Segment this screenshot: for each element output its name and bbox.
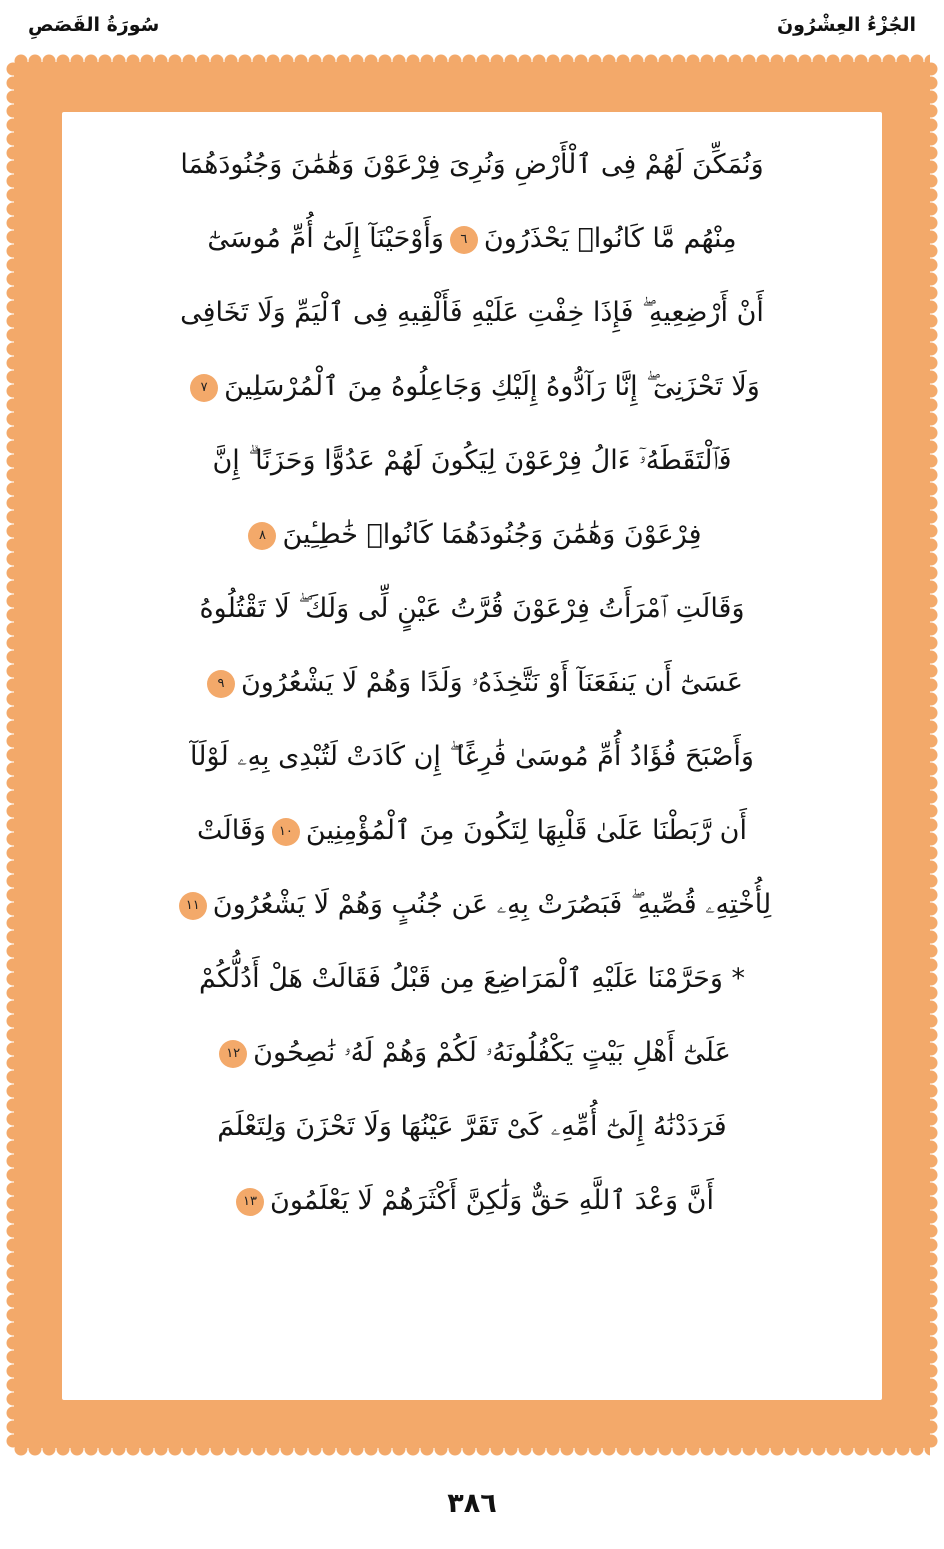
aya-number-badge: ١٢ — [219, 1040, 247, 1068]
quran-line-text: فِرْعَوْنَ وَهَٰمَٰنَ وَجُنُودَهُمَا كَانُوا۟ خَٰطِـِٔينَ — [282, 519, 702, 550]
quran-line-text: * وَحَرَّمْنَا عَلَيْهِ ٱلْمَرَاضِعَ مِن قَبْلُ فَقَالَتْ هَلْ أَدُلُّكُمْ — [198, 963, 745, 994]
frame-scallop-bottom — [14, 1442, 930, 1456]
quran-line-text: وَقَالَتِ ٱمْرَأَتُ فِرْعَوْنَ قُرَّتُ عَيْنٍ لِّى وَلَكَ ۖ لَا تَقْتُلُوهُ — [199, 593, 745, 624]
quran-line — [72, 350, 872, 424]
frame-scallop-right — [924, 62, 938, 1448]
quran-line — [72, 276, 872, 350]
aya-number-badge: ٦ — [450, 226, 478, 254]
juz-label: الجُزْءُ العِشْرُونَ — [776, 14, 916, 36]
quran-line-text: أَن رَّبَطْنَا عَلَىٰ قَلْبِهَا لِتَكُونَ مِنَ ٱلْمُؤْمِنِينَ — [305, 815, 748, 846]
aya-number-badge: ٧ — [190, 374, 218, 402]
quran-line — [72, 942, 872, 1016]
quran-line — [72, 498, 872, 572]
aya-number-badge: ٨ — [248, 522, 276, 550]
quran-line-text: أَنَّ وَعْدَ ٱللَّهِ حَقٌّ وَلَٰكِنَّ أَكْثَرَهُمْ لَا يَعْلَمُونَ — [270, 1185, 714, 1216]
frame-scallop-top — [14, 54, 930, 68]
quran-line-text: لِأُخْتِهِۦ قُصِّيهِ ۖ فَبَصُرَتْ بِهِۦ عَن جُنُبٍ وَهُمْ لَا يَشْعُرُونَ — [212, 889, 772, 920]
quran-line — [72, 202, 872, 276]
aya-number-badge: ١٠ — [272, 818, 300, 846]
quran-line — [72, 424, 872, 498]
quran-line-text: وَأَصْبَحَ فُؤَادُ أُمِّ مُوسَىٰ فَٰرِغًا ۖ إِن كَادَتْ لَتُبْدِى بِهِۦ لَوْلَآ — [190, 741, 754, 772]
quran-line-text: أَنْ أَرْضِعِيهِ ۖ فَإِذَا خِفْتِ عَلَيْهِ فَأَلْقِيهِ فِى ٱلْيَمِّ وَلَا تَخَافِى — [180, 297, 764, 328]
quran-line-text: عَلَىٰٓ أَهْلِ بَيْتٍ يَكْفُلُونَهُۥ لَكُمْ وَهُمْ لَهُۥ نَٰصِحُونَ — [253, 1037, 731, 1068]
quran-line-text-after: وَقَالَتْ — [196, 815, 266, 846]
quran-line — [72, 720, 872, 794]
frame-scallop-left — [6, 62, 20, 1448]
quran-line-text: فَرَدَدْنَٰهُ إِلَىٰٓ أُمِّهِۦ كَىْ تَقَرَّ عَيْنُهَا وَلَا تَحْزَنَ وَلِتَعْلَمَ — [217, 1111, 727, 1142]
aya-number-badge: ٩ — [207, 670, 235, 698]
quran-line-text: وَنُمَكِّنَ لَهُمْ فِى ٱلْأَرْضِ وَنُرِىَ فِرْعَوْنَ وَهَٰمَٰنَ وَجُنُودَهُمَا — [180, 149, 764, 180]
quran-line — [72, 646, 872, 720]
quran-line — [72, 1164, 872, 1238]
quran-line — [72, 572, 872, 646]
quran-line-text-after: وَأَوْحَيْنَآ إِلَىٰٓ أُمِّ مُوسَىٰٓ — [207, 223, 444, 254]
quran-line-text: فَٱلْتَقَطَهُۥٓ ءَالُ فِرْعَوْنَ لِيَكُونَ لَهُمْ عَدُوًّا وَحَزَنًا ۗ إِنَّ — [212, 445, 732, 476]
aya-number-badge: ١١ — [179, 892, 207, 920]
aya-number-badge: ١٣ — [236, 1188, 264, 1216]
quran-line — [72, 868, 872, 942]
quran-line — [72, 794, 872, 868]
quran-line-text: عَسَىٰٓ أَن يَنفَعَنَآ أَوْ نَتَّخِذَهُۥ وَلَدًا وَهُمْ لَا يَشْعُرُونَ — [240, 667, 744, 698]
page-header — [0, 8, 944, 42]
quran-text-body — [72, 128, 872, 1386]
quran-line — [72, 1090, 872, 1164]
quran-line — [72, 1016, 872, 1090]
surah-label: سُورَةُ القَصَصِ — [28, 14, 160, 36]
quran-line-text: مِنْهُم مَّا كَانُوا۟ يَحْذَرُونَ — [483, 223, 737, 254]
quran-line-text: وَلَا تَحْزَنِىٓ ۖ إِنَّا رَآدُّوهُ إِلَيْكِ وَجَاعِلُوهُ مِنَ ٱلْمُرْسَلِينَ — [224, 371, 760, 402]
page-number: ٣٨٦ — [447, 1488, 497, 1519]
quran-line — [72, 128, 872, 202]
page-footer — [0, 1488, 944, 1519]
